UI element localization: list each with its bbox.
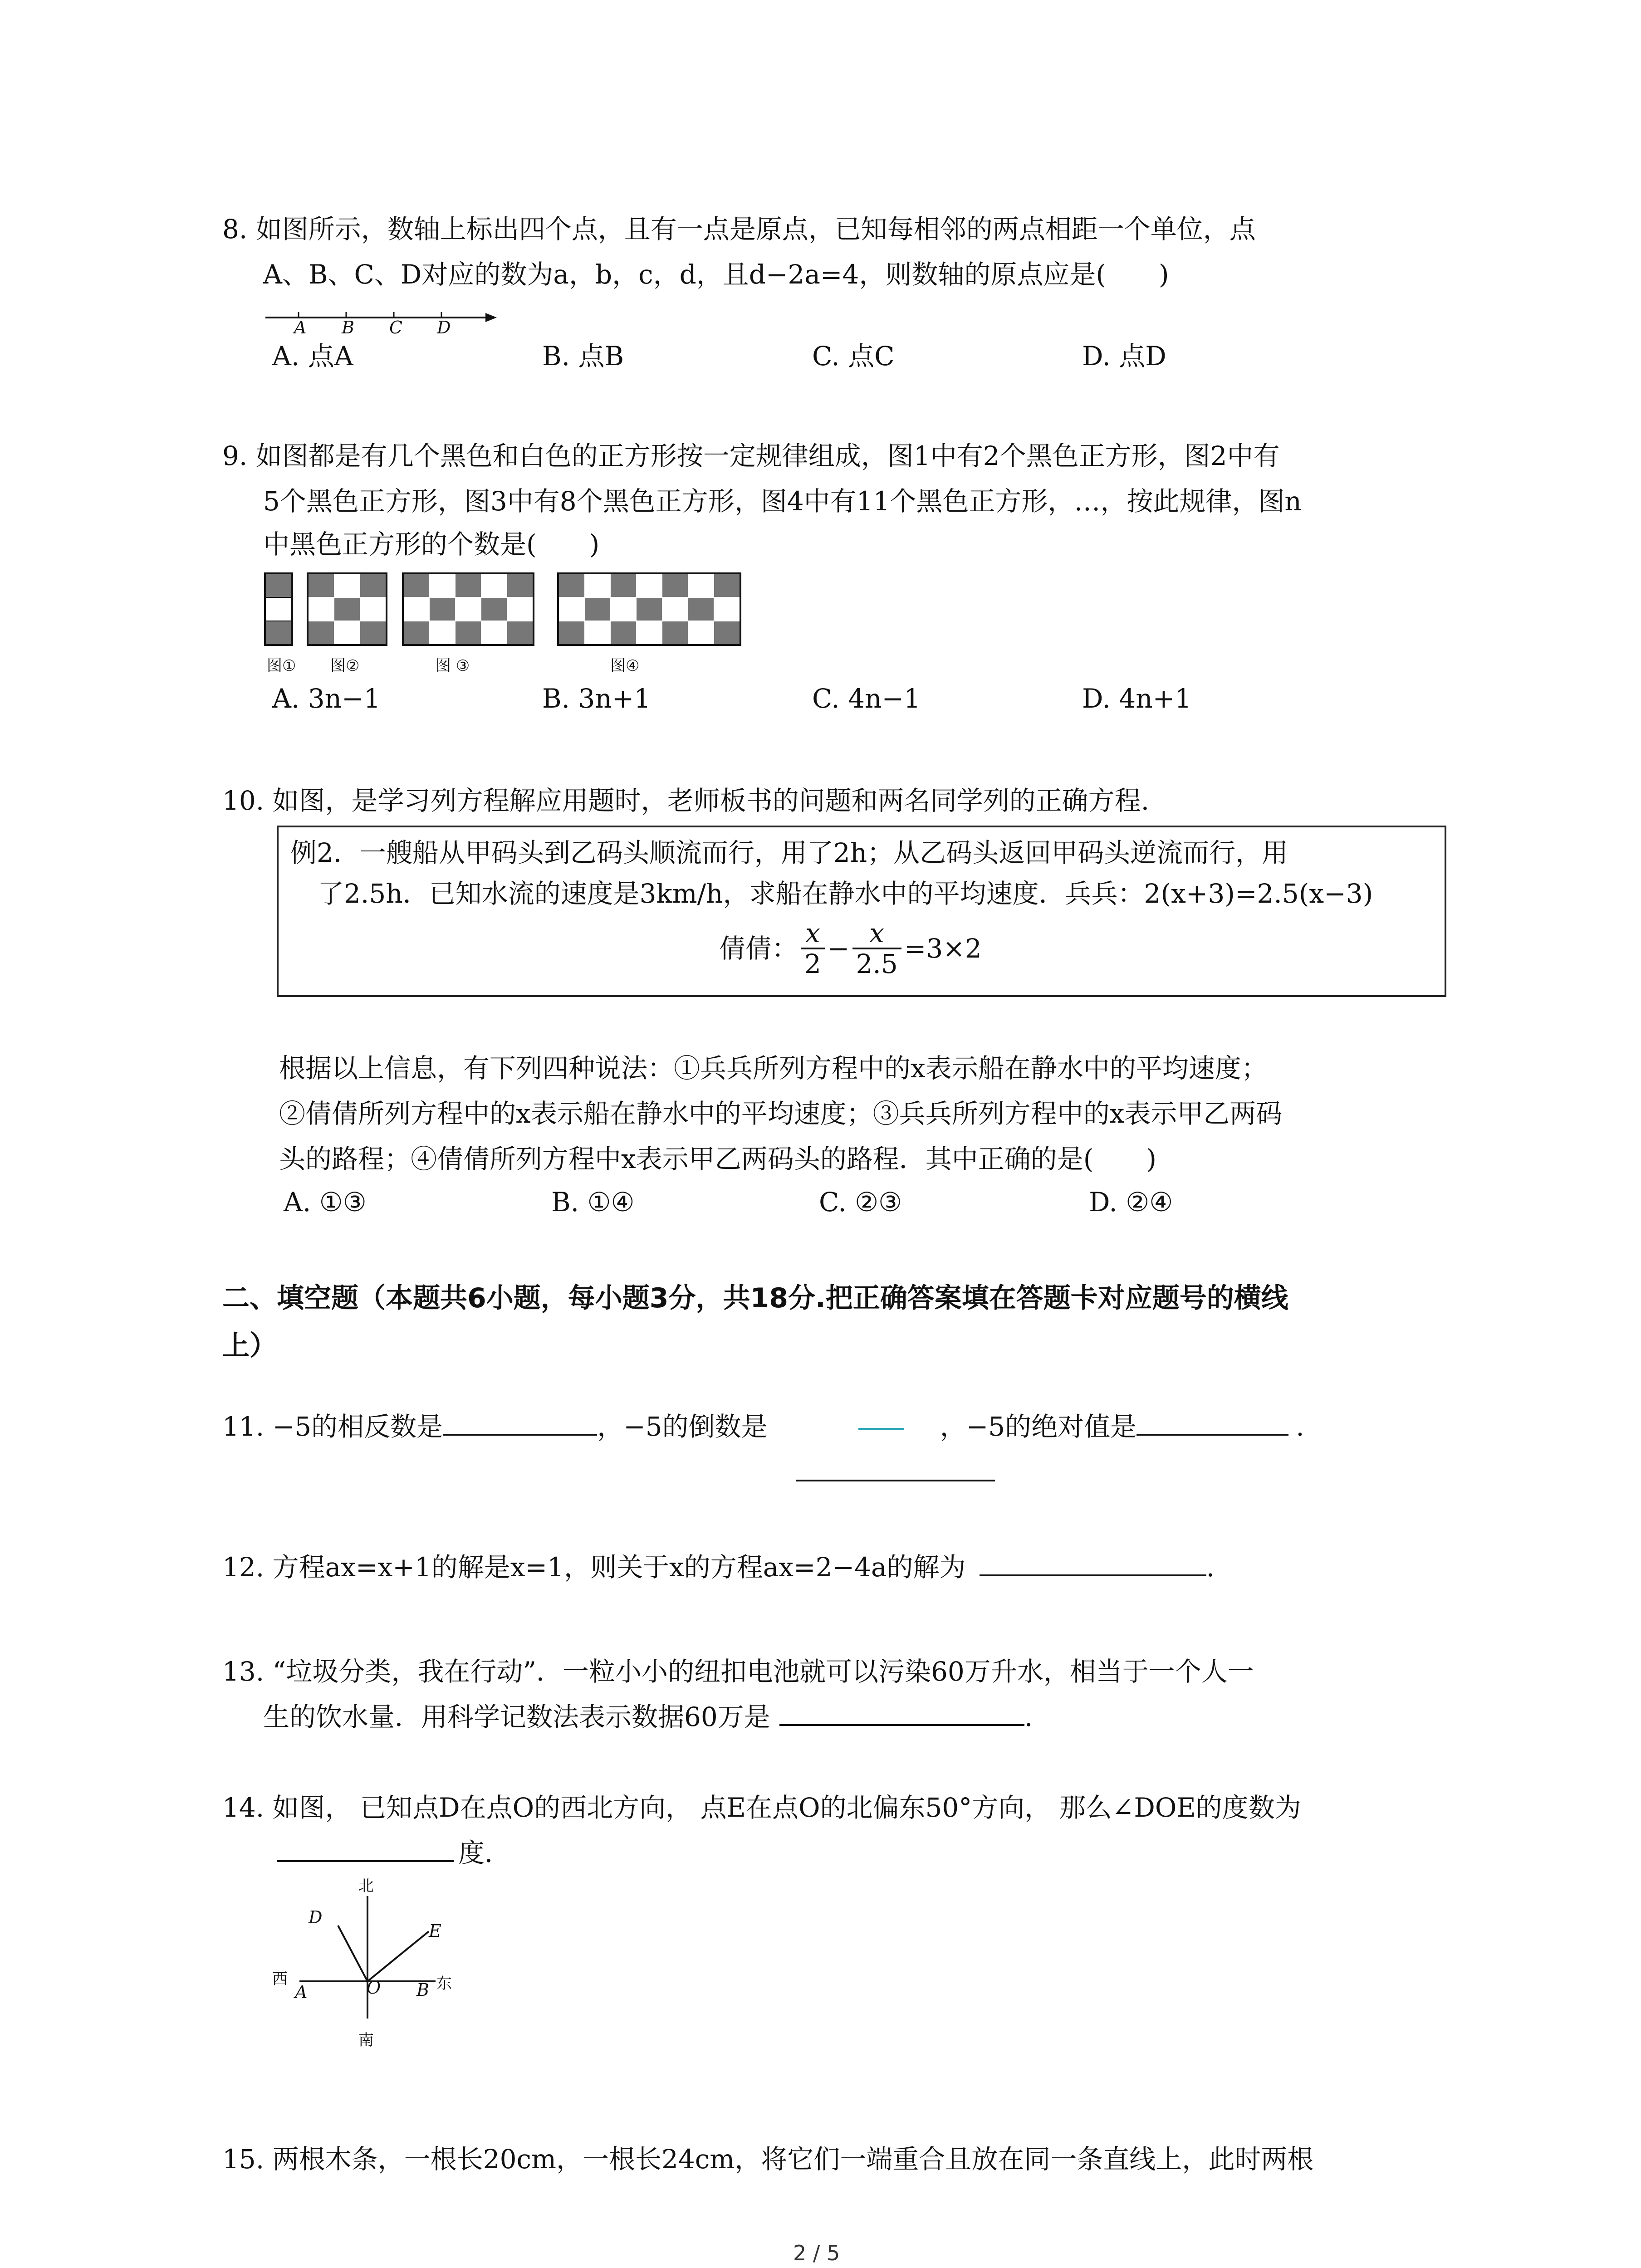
q11-part2: ，−5的倒数是 xyxy=(597,1411,768,1442)
q8-option-d[interactable]: D. 点D xyxy=(1082,341,1166,371)
q11-blank-reciprocal[interactable] xyxy=(796,1480,995,1481)
frac1-numerator: x xyxy=(801,919,825,949)
point-d-label: D xyxy=(309,1907,323,1927)
q8-option-c[interactable]: C. 点C xyxy=(812,341,895,371)
axis-label-a: A xyxy=(294,318,307,337)
compass-south: 南 xyxy=(358,2031,374,2049)
q10-para1: 根据以上信息，有下列四种说法：①兵兵所列方程中的x表示船在静水中的平均速度； xyxy=(279,1053,1268,1084)
ray-od xyxy=(338,1926,367,1981)
q10-box-line1: 例2．一艘船从甲码头到乙码头顺流而行，用了2h；从乙码头返回甲码头逆流而行，用 xyxy=(290,837,1288,868)
q11-part3: ，−5的绝对值是 xyxy=(940,1411,1137,1442)
q12-blank[interactable] xyxy=(980,1553,1206,1576)
q14-line1: 14. 如图， 已知点D在点O的西北方向， 点E在点O的北偏东50°方向， 那么∠DOE的度数为 xyxy=(222,1792,1301,1823)
page-number: 2 / 5 xyxy=(793,2241,840,2265)
q8-option-a[interactable]: A. 点A xyxy=(272,341,353,371)
q10-box-line3 xyxy=(719,919,982,978)
q11-blank-abs[interactable] xyxy=(1136,1412,1288,1436)
q8-option-b[interactable]: B. 点B xyxy=(542,341,624,371)
ray-oe xyxy=(367,1931,429,1981)
q9-figure-2 xyxy=(307,572,387,646)
q9-line2: 5个黑色正方形，图3中有8个黑色正方形，图4中有11个黑色正方形，…，按此规律，图n xyxy=(263,486,1302,517)
teal-dash xyxy=(858,1428,904,1430)
q10-line1: 10. 如图，是学习列方程解应用题时，老师板书的问题和两名同学列的正确方程. xyxy=(222,785,1150,816)
point-o-label: O xyxy=(367,1978,381,1998)
section2-heading-line1: 二、填空题（本题共6小题，每小题3分，共18分.把正确答案填在答题卡对应题号的横线 xyxy=(222,1282,1288,1314)
compass-north: 北 xyxy=(358,1877,374,1895)
q8-line1: 8. 如图所示，数轴上标出四个点，且有一点是原点，已知每相邻的两点相距一个单位，点 xyxy=(222,214,1256,244)
q14-compass-diagram xyxy=(290,1882,490,2028)
q8-line2: A、B、C、D对应的数为a，b，c，d，且d−2a=4，则数轴的原点应是( ) xyxy=(263,259,1169,290)
q10-box-line2: 了2.5h．已知水流的速度是3km/h，求船在静水中的平均速度．兵兵：2(x+3)=2.5(x−3) xyxy=(318,878,1373,909)
point-a-label: A xyxy=(295,1982,308,2002)
section2-heading-line2: 上） xyxy=(222,1330,277,1362)
q12-line xyxy=(222,1551,1215,1583)
q9-fig-label-2: 图② xyxy=(330,657,360,675)
frac1-denominator: 2 xyxy=(804,948,821,979)
q12-text: 12. 方程ax=x+1的解是x=1，则关于x的方程ax=2−4a的解为 xyxy=(222,1552,966,1583)
axis-label-c: C xyxy=(389,318,403,337)
minus-sign: − xyxy=(827,933,850,964)
q9-option-a[interactable]: A. 3n−1 xyxy=(272,683,381,714)
point-e-label: E xyxy=(429,1921,441,1941)
q9-figure-4 xyxy=(557,572,741,646)
q14-line2-suffix: 度． xyxy=(458,1838,511,1868)
q11-part1: 11. −5的相反数是 xyxy=(222,1411,443,1442)
q10-option-c[interactable]: C. ②③ xyxy=(819,1187,902,1217)
q9-line3: 中黑色正方形的个数是( ) xyxy=(263,529,600,560)
q13-line2-wrap xyxy=(263,1701,1033,1733)
q9-fig-label-4: 图④ xyxy=(610,657,640,675)
q9-fig-label-1: 图① xyxy=(267,657,296,675)
q13-line2: 生的饮水量．用科学记数法表示数据60万是 xyxy=(263,1701,770,1732)
compass-east: 东 xyxy=(436,1975,452,1993)
q14-line2-wrap xyxy=(277,1837,511,1869)
q10-option-a[interactable]: A. ①③ xyxy=(284,1187,367,1217)
q13-blank[interactable] xyxy=(779,1702,1024,1726)
frac2-numerator: x xyxy=(852,919,901,949)
axis-label-d: D xyxy=(437,318,451,337)
q10-option-d[interactable]: D. ②④ xyxy=(1089,1187,1173,1217)
q9-option-b[interactable]: B. 3n+1 xyxy=(542,683,651,714)
fraction-x-over-2-5 xyxy=(852,919,901,978)
frac2-denominator: 2.5 xyxy=(856,948,898,979)
equation-rhs: =3×2 xyxy=(904,933,982,964)
number-line-arrow-icon xyxy=(485,313,497,322)
q15-line1: 15. 两根木条，一根长20cm，一根长24cm，将它们一端重合且放在同一条直线上，此时两根 xyxy=(222,2144,1314,2175)
q10-para2: ②倩倩所列方程中的x表示船在静水中的平均速度；③兵兵所列方程中的x表示甲乙两码 xyxy=(279,1098,1283,1129)
q9-option-d[interactable]: D. 4n+1 xyxy=(1082,683,1192,714)
axis-label-b: B xyxy=(342,318,354,337)
qianqian-label: 倩倩： xyxy=(719,933,798,964)
q12-end: . xyxy=(1206,1552,1215,1583)
fraction-x-over-2 xyxy=(801,919,825,978)
compass-west: 西 xyxy=(272,1970,288,1988)
q9-line1: 9. 如图都是有几个黑色和白色的正方形按一定规律组成，图1中有2个黑色正方形，图2中有 xyxy=(222,440,1280,471)
q10-option-b[interactable]: B. ①④ xyxy=(551,1187,635,1217)
q10-para3: 头的路程；④倩倩所列方程中x表示甲乙两码头的路程．其中正确的是( ) xyxy=(279,1144,1156,1174)
q9-option-c[interactable]: C. 4n−1 xyxy=(812,683,921,714)
q13-end: . xyxy=(1024,1701,1033,1732)
q11-blank-opposite[interactable] xyxy=(443,1412,597,1436)
q9-figure-1 xyxy=(264,572,293,646)
q11-end: . xyxy=(1296,1411,1304,1442)
q11-line xyxy=(222,1411,1304,1442)
point-b-label: B xyxy=(416,1980,429,2000)
q9-figure-3 xyxy=(402,572,534,646)
q13-line1: 13. “垃圾分类，我在行动”．一粒小小的纽扣电池就可以污染60万升水，相当于一个人一 xyxy=(222,1656,1254,1687)
q14-blank[interactable] xyxy=(277,1838,454,1862)
q9-fig-label-3: 图 ③ xyxy=(436,657,470,675)
